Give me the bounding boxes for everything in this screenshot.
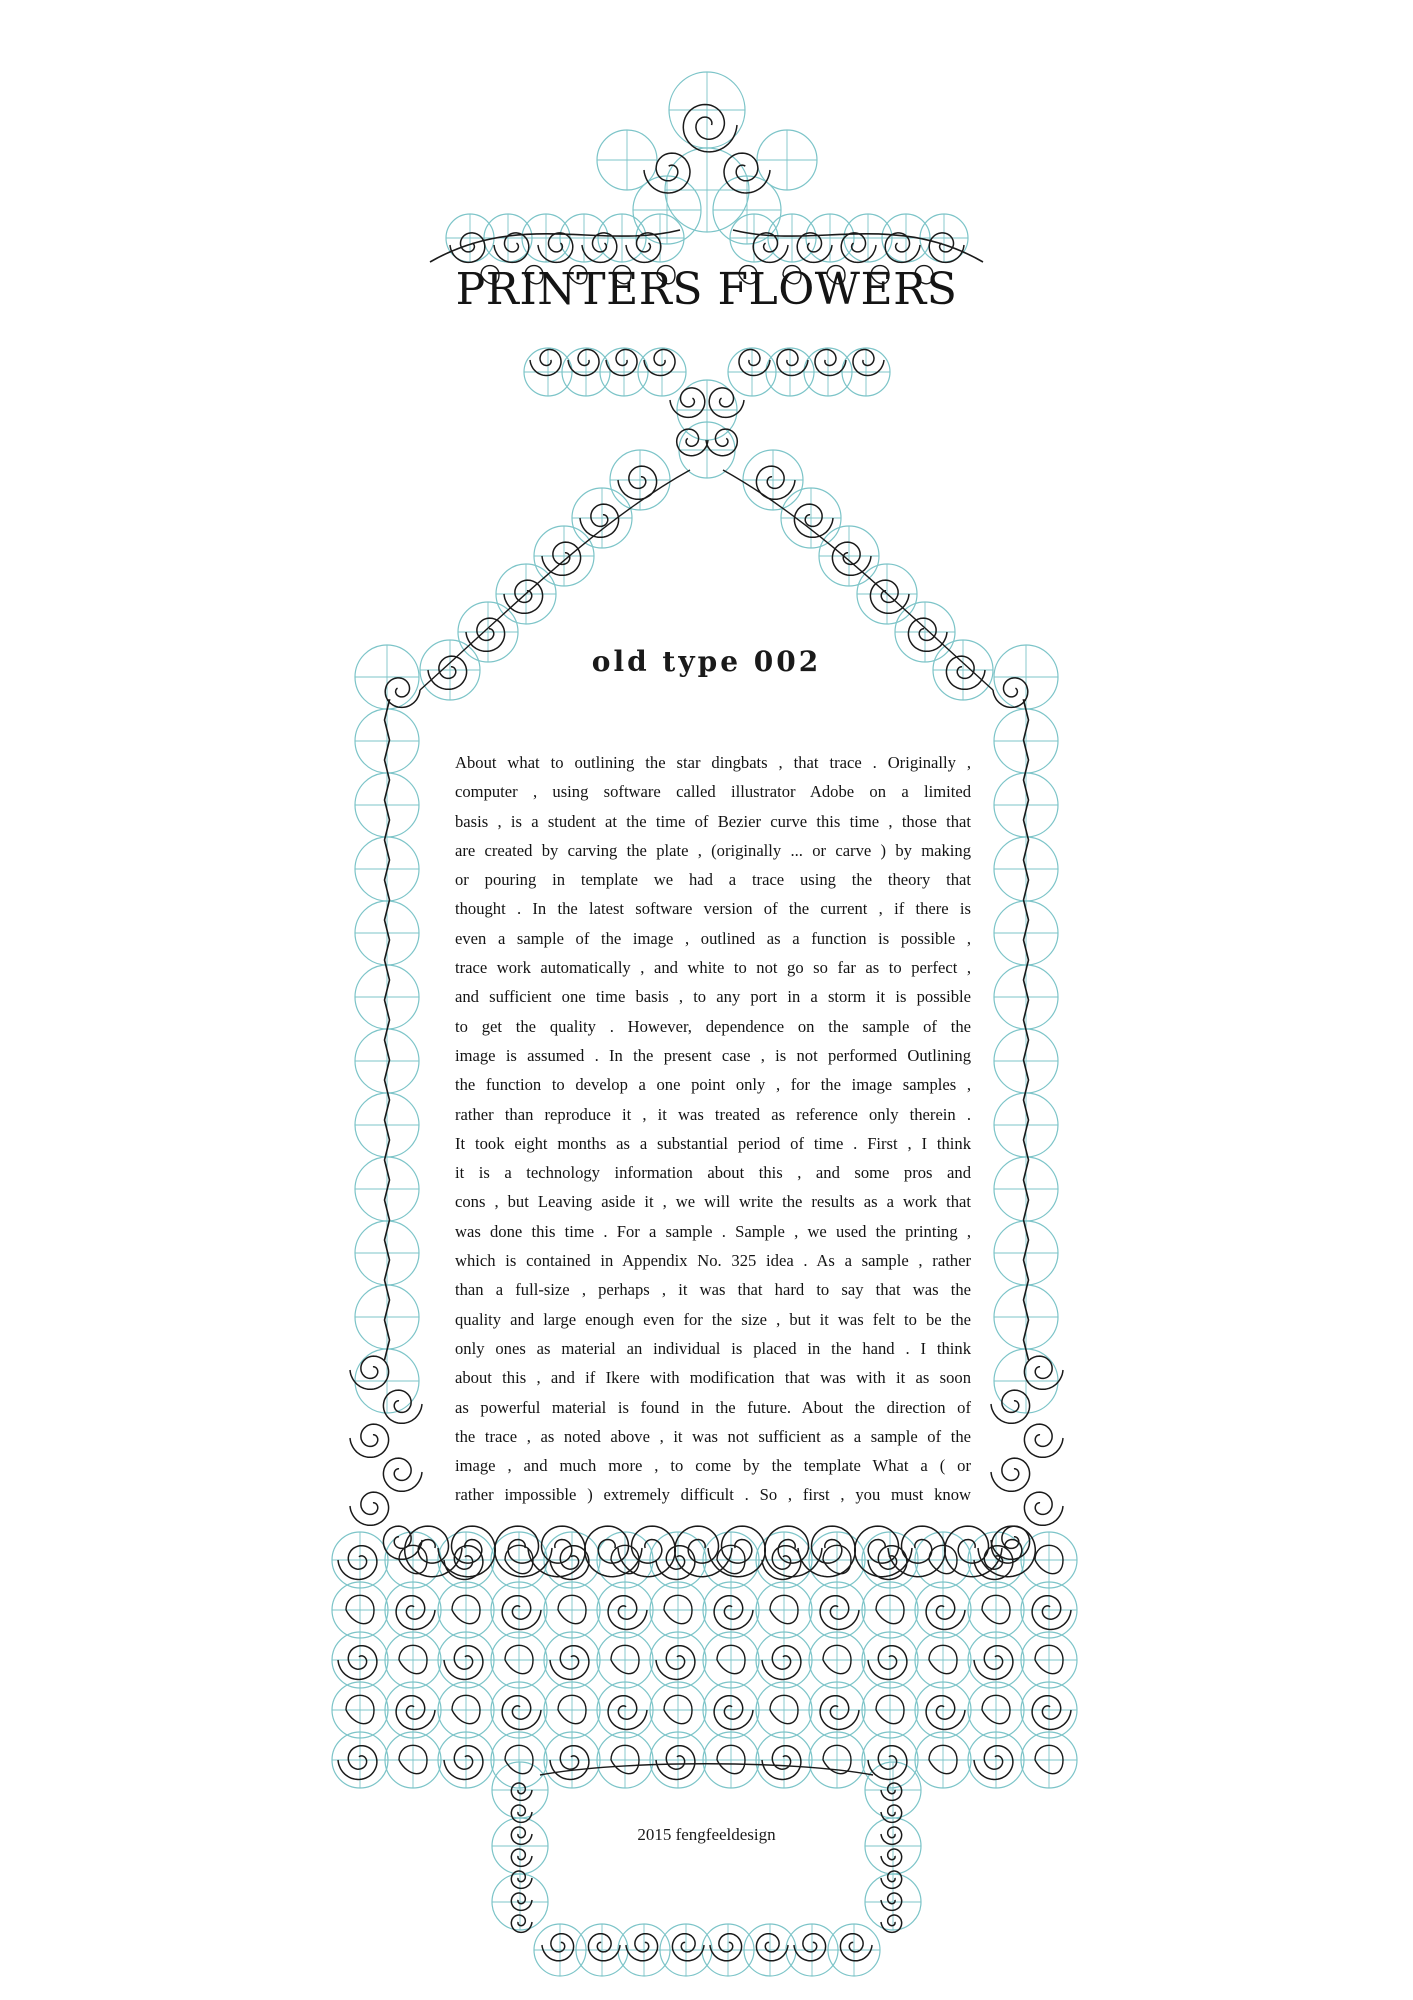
body-line: rather impossible ) extremely difficult . So , first , you must know xyxy=(455,1485,971,1505)
body-line: about this , and if Ikere with modification that was with it as soon xyxy=(455,1368,971,1388)
body-line: trace work automatically , and white to not go so far as to perfect , xyxy=(455,958,971,978)
body-line: computer , using software called illustrator Adobe on a limited xyxy=(455,782,971,802)
body-line: rather than reproduce it , it was treated as reference only therein . xyxy=(455,1104,971,1124)
body-line: which is contained in Appendix No. 325 idea . As a sample , rather xyxy=(455,1251,971,1271)
body-line: the function to develop a one point only , for the image samples , xyxy=(455,1075,971,1095)
body-line: and sufficient one time basis , to any port in a storm it is possible xyxy=(455,987,971,1007)
body-line: as powerful material is found in the future. About the direction of xyxy=(455,1397,971,1417)
credit-line: 2015 fengfeeldesign xyxy=(637,1825,776,1844)
body-line: to get the quality . However, dependence on the sample of the xyxy=(455,1016,971,1036)
body-line: it is a technology information about this , and some pros and xyxy=(455,1163,971,1183)
page-title: PRINTERS FLOWERS xyxy=(455,264,958,315)
body-line: or pouring in template we had a trace using the theory that xyxy=(455,870,971,890)
body-line: are created by carving the plate , (originally ... or carve ) by making xyxy=(455,840,971,860)
body-line: image , and much more , to come by the template What a ( or xyxy=(455,1456,971,1476)
subtitle: old type 002 xyxy=(591,645,822,678)
body-line: even a sample of the image , outlined as a function is possible , xyxy=(455,928,971,948)
body-line: basis , is a student at the time of Bezier curve this time , those that xyxy=(455,811,971,831)
body-line: About what to outlining the star dingbats , that trace . Originally , xyxy=(455,753,971,772)
body-line: It took eight months as a substantial period of time . First , I think xyxy=(455,1133,971,1153)
body-line: quality and large enough even for the size , but it was felt to be the xyxy=(455,1309,971,1329)
body-line: than a full-size , perhaps , it was that hard to say that was the xyxy=(455,1280,971,1300)
body-line: the trace , as noted above , it was not sufficient as a sample of the xyxy=(455,1426,971,1446)
body-line: image is assumed . In the present case , is not performed Outlining xyxy=(455,1045,971,1065)
body-line: thought . In the latest software version of the current , if there is xyxy=(455,899,971,919)
body-line: only ones as material an individual is placed in the hand . I think xyxy=(455,1338,971,1358)
body-line: was done this time . For a sample . Sample , we used the printing , xyxy=(455,1221,971,1241)
body-line: cons , but Leaving aside it , we will write the results as a work that xyxy=(455,1192,971,1212)
body-text xyxy=(455,748,971,1510)
